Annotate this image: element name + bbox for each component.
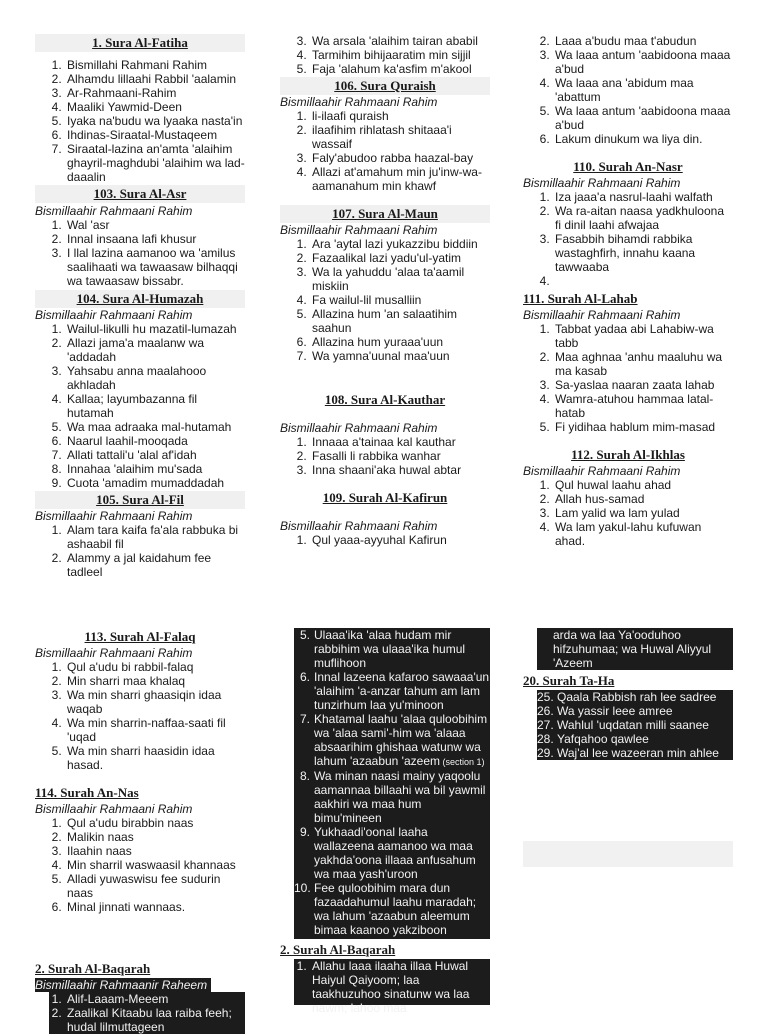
- verse-text: Waj'al lee wazeeran min ahlee: [557, 746, 719, 760]
- verse-number: 6.: [299, 670, 310, 684]
- heading-surah-lahab: 111. Surah Al-Lahab: [523, 291, 638, 306]
- verse-text: Innal lazeena kafaroo sawaaa'un 'alaihim 'a-anzar tahum am lam tunzirhum laa yu'minoon: [314, 670, 490, 712]
- verse-item: 7. Siraatal-lazina an'amta 'alaihim ghayril-maghdubi 'alaihim wa lad-daaalin: [65, 142, 245, 184]
- verses-humazah: [35, 322, 245, 490]
- verse-item: 3. Wa arsala 'alaihim tairan ababil: [310, 34, 490, 48]
- verse-number: 26.: [537, 704, 554, 718]
- verse-number: 29.: [537, 746, 554, 760]
- verses-kauthar: [280, 435, 490, 477]
- verse-item: 2. Innal insaana lafi khusur: [65, 232, 245, 246]
- verses-falaq: [35, 660, 245, 772]
- verse-item: 1. Qul a'udu bi rabbil-falaq: [65, 660, 245, 674]
- verse-item: 3. Faly'abudoo rabba haazal-bay: [310, 151, 490, 165]
- verses-kafirun: [280, 533, 490, 547]
- verse-item: 4. Wamra-atuhou hammaa latal-hatab: [553, 392, 733, 420]
- verse-item: [294, 628, 490, 670]
- bismillah-ikhlas: Bismillaahir Rahmaani Rahim: [523, 464, 681, 478]
- verses-kafirun-continued: [523, 34, 733, 146]
- verse-item: 3. Ar-Rahmaani-Rahim: [65, 86, 245, 100]
- verse-item: 2. Malikin naas: [65, 830, 245, 844]
- bismillah-quraish: Bismillaahir Rahmaani Rahim: [280, 95, 438, 109]
- verse-number: 25.: [537, 690, 554, 704]
- column-3: [523, 34, 733, 548]
- verse-text: Khatamal laahu 'alaa quloobihim wa 'alaa sami'-him wa 'alaaa absaarihim ghishaa watunw wa lahum 'azaabun 'azeem (section 1): [314, 712, 488, 768]
- verse-item: 6. Minal jinnati wannaas.: [65, 900, 245, 914]
- verse-item: 3. Yahsabu anna maalahooo akhladah: [65, 364, 245, 392]
- heading-surah-kafirun: 109. Surah Al-Kafirun: [322, 490, 448, 505]
- verse-item: [294, 670, 490, 712]
- verse-text: Wahlul 'uqdatan milli saanee: [557, 718, 709, 732]
- verse-item: 3. Inna shaani'aka huwal abtar: [310, 463, 490, 477]
- verse-item: 3. Ilaahin naas: [65, 844, 245, 858]
- bismillah-fil: Bismillaahir Rahmaani Rahim: [35, 509, 193, 523]
- taha-verses-block: [537, 690, 733, 760]
- heading-surah-ikhlas: 112. Surah Al-Ikhlas: [571, 447, 685, 462]
- verses-lahab: [523, 322, 733, 434]
- verse-item: 6. Lakum dinukum wa liya din.: [553, 132, 733, 146]
- verse-item: 2. ilaafihim rihlatash shitaaa'i wassaif: [310, 123, 490, 151]
- verse-item: 1. Wal 'asr: [65, 218, 245, 232]
- verses-fil: [35, 523, 245, 579]
- verse-number: 9.: [299, 825, 310, 839]
- verse-item: 2. Fasalli li rabbika wanhar: [310, 449, 490, 463]
- verses-maun: [280, 237, 490, 363]
- verse-item: 3. Fasabbih bihamdi rabbika wastaghfirh, innahu kaana tawwaaba: [553, 232, 733, 274]
- verses-fatiha: [35, 58, 245, 184]
- heading-surah-nas: 114. Surah An-Nas: [35, 785, 139, 800]
- verse-item: 2. Allazi jama'a maalanw wa 'addadah: [65, 336, 245, 364]
- verse-item: 2. Allah hus-samad: [553, 492, 733, 506]
- bismillah-kauthar: Bismillaahir Rahmaani Rahim: [280, 421, 438, 435]
- verses-ayatul-kursi: [294, 959, 490, 1015]
- bismillah-humazah: Bismillaahir Rahmaani Rahim: [35, 308, 193, 322]
- verse-item: 3. Lam yalid wa lam yulad: [553, 506, 733, 520]
- verses-quraish: [280, 109, 490, 193]
- verse-item: [537, 746, 733, 760]
- verse-item: 1. Alam tara kaifa fa'ala rabbuka bi ashaabil fil: [65, 523, 245, 551]
- verse-item: 8. Innahaa 'alaihim mu'sada: [65, 462, 245, 476]
- verse-text: Fee quloobihim mara dun fazaadahumul laahu maradah; wa lahum 'azaabun aleemum bimaa kaanoo yakziboon: [314, 881, 477, 937]
- baqarah-verses-block: [294, 628, 490, 939]
- verse-item: 6. Allazina hum yuraaa'uun: [310, 335, 490, 349]
- verse-item: 2. Alhamdu lillaahi Rabbil 'aalamin: [65, 72, 245, 86]
- verse-item: 1. Alif-Laaam-Meeem: [65, 992, 245, 1006]
- verse-item: 4. Maaliki Yawmid-Deen: [65, 100, 245, 114]
- verse-item: 5. Fi yidihaa hablum mim-masad: [553, 420, 733, 434]
- bismillah-lahab: Bismillaahir Rahmaani Rahim: [523, 308, 681, 322]
- verse-item: 1. Iza jaaa'a nasrul-laahi walfath: [553, 190, 733, 204]
- heading-sura-humazah: 104. Sura Al-Humazah: [35, 290, 245, 308]
- verse-item: 6. Naarul laahil-mooqada: [65, 434, 245, 448]
- verse-text: Wa minan naasi mainy yaqoolu aamannaa billaahi wa bil yawmil aakhiri wa maa hum bimu'mineen: [314, 769, 486, 825]
- verse-item: 2. Alammy a jal kaidahum fee tadleel: [65, 551, 245, 579]
- heading-sura-fil: 105. Sura Al-Fil: [35, 491, 245, 509]
- heading-sura-maun: 107. Sura Al-Maun: [280, 205, 490, 223]
- verse-item: 4. Allazi at'amahum min ju'inw-wa-aamanahum min khawf: [310, 165, 490, 193]
- heading-surah-nasr: 110. Surah An-Nasr: [573, 159, 683, 174]
- heading-surah-baqarah-2: 2. Surah Al-Baqarah: [280, 942, 396, 957]
- verse-item: 4. Kallaa; layumbazanna fil hutamah: [65, 392, 245, 420]
- verse-item: 1. Qul a'udu birabbin naas: [65, 816, 245, 830]
- bismillah-nasr: Bismillaahir Rahmaani Rahim: [523, 176, 681, 190]
- verse-number: 10.: [294, 881, 311, 895]
- verse-item: 7. Wa yamna'uunal maa'uun: [310, 349, 490, 363]
- taha-verse-list: [537, 690, 733, 760]
- verse-item: [294, 881, 490, 937]
- verse-item: 1. li-ilaafi quraish: [310, 109, 490, 123]
- verse-item: [537, 690, 733, 704]
- verse-item: 6. Ihdinas-Siraatal-Mustaqeem: [65, 128, 245, 142]
- verse-item: 4. Fa wailul-lil musalliin: [310, 293, 490, 307]
- verse-item: 1. Qul huwal laahu ahad: [553, 478, 733, 492]
- verse-item: 4. Wa lam yakul-lahu kufuwan ahad.: [553, 520, 733, 548]
- verse-item: 1. Innaaa a'tainaa kal kauthar: [310, 435, 490, 449]
- baqarah-verse-list: [294, 628, 490, 937]
- verse-item: 1. Wailul-likulli hu mazatil-lumazah: [65, 322, 245, 336]
- heading-surah-baqarah: 2. Surah Al-Baqarah: [35, 961, 151, 976]
- column-6: [523, 628, 733, 760]
- column-5: [280, 628, 490, 1015]
- verse-item: 2. Laaa a'budu maa t'abudun: [553, 34, 733, 48]
- verse-text: Yafqahoo qawlee: [557, 732, 649, 746]
- verse-item: 1. Allahu laaa ilaaha illaa Huwal Haiyul Qaiyoom; laa taakhuzuhoo sinatunw wa laa nawm; lahoo maa: [310, 959, 490, 1015]
- verse-text: Yukhaadi'oonal laaha wallazeena aamanoo wa maa yakhda'oona illaaa anfusahum wa maa yash'uroon: [314, 825, 476, 881]
- bismillah-nas: Bismillaahir Rahmaani Rahim: [35, 802, 193, 816]
- bismillah-maun: Bismillaahir Rahmaani Rahim: [280, 223, 438, 237]
- verse-item: 5. Iyaka na'budu wa lyaaka nasta'in: [65, 114, 245, 128]
- heading-sura-asr: 103. Sura Al-Asr: [35, 185, 245, 203]
- verse-number: 8.: [299, 769, 310, 783]
- bismillah-baqarah: Bismillaahir Rahmaanir Raheem: [35, 978, 211, 992]
- verse-item: [537, 704, 733, 718]
- verse-item: [553, 274, 733, 288]
- verses-ikhlas: [523, 478, 733, 548]
- verse-text: Qaala Rabbish rah lee sadree: [557, 690, 717, 704]
- verse-item: [294, 825, 490, 881]
- verse-item: 4. Wa laaa ana 'abidum maa 'abattum: [553, 76, 733, 104]
- column-1: [35, 34, 245, 579]
- verse-item: 2. Zaalikal Kitaabu laa raiba feeh; hudal lilmuttageen: [65, 1006, 245, 1034]
- verses-fil-continued: [280, 34, 490, 76]
- verse-item: 7. Allati tattali'u 'alal af'idah: [65, 448, 245, 462]
- verse-item: 2. Min sharri maa khalaq: [65, 674, 245, 688]
- verse-text: Wa yassir leee amree: [557, 704, 673, 718]
- verse-item: 2. Maa aghnaa 'anhu maaluhu wa ma kasab: [553, 350, 733, 378]
- heading-surah-falaq: 113. Surah Al-Falaq: [84, 629, 196, 644]
- verse-item: 1. Ara 'aytal lazi yukazzibu biddiin: [310, 237, 490, 251]
- verse-item: 3. Wa min sharri ghaasiqin idaa waqab: [65, 688, 245, 716]
- ayatul-kursi-continued: arda wa laa Ya'ooduhoo hifzuhumaa; wa Huwal Aliyyul 'Azeem: [537, 628, 733, 670]
- column-4: [35, 628, 245, 1034]
- verse-item: 4. Wa min sharrin-naffaa-saati fil 'uqad: [65, 716, 245, 744]
- verse-item: 2. Wa ra-aitan naasa yadkhuloona fi dinil laahi afwajaa: [553, 204, 733, 232]
- gray-box: [523, 841, 733, 867]
- heading-surah-taha: 20. Surah Ta-Ha: [523, 673, 615, 688]
- verse-item: 3. Wa la yahuddu 'alaa ta'aamil miskiin: [310, 265, 490, 293]
- verses-baqarah: [49, 992, 245, 1034]
- verse-item: 9. Cuota 'amadim mumaddadah: [65, 476, 245, 490]
- verse-item: [294, 712, 490, 769]
- verse-item: [537, 732, 733, 746]
- bismillah-kafirun: Bismillaahir Rahmaani Rahim: [280, 519, 438, 533]
- verse-item: 5. Faja 'alahum ka'asfim m'akool: [310, 62, 490, 76]
- verses-nasr: [523, 190, 733, 288]
- column-2: [280, 34, 490, 547]
- verse-item: 5. Wa laaa antum 'aabidoona maaa a'bud: [553, 104, 733, 132]
- verse-item: 1. Tabbat yadaa abi Lahabiw-wa tabb: [553, 322, 733, 350]
- verse-item: 5. Allazina hum 'an salaatihim saahun: [310, 307, 490, 335]
- verse-number: 5.: [299, 628, 310, 642]
- verse-item: 5. Wa min sharri haasidin idaa hasad.: [65, 744, 245, 772]
- verse-item: 3. Wa laaa antum 'aabidoona maaa a'bud: [553, 48, 733, 76]
- heading-sura-kauthar: 108. Sura Al-Kauthar: [324, 392, 446, 407]
- verse-item: [537, 718, 733, 732]
- bismillah-asr: Bismillaahir Rahmaani Rahim: [35, 204, 193, 218]
- verse-item: 5. Alladi yuwaswisu fee sudurin naas: [65, 872, 245, 900]
- verse-item: 1. Qul yaaa-ayyuhal Kafirun: [310, 533, 490, 547]
- heading-sura-fatiha: 1. Sura Al-Fatiha: [35, 34, 245, 52]
- verse-item: 4. Tarmihim bihijaaratim min sijjil: [310, 48, 490, 62]
- verse-note: (section 1): [440, 757, 485, 767]
- verse-item: 4. Min sharril waswaasil khannaas: [65, 858, 245, 872]
- verse-item: 1. Bismillahi Rahmani Rahim: [65, 58, 245, 72]
- verse-item: 2. Fazaalikal lazi yadu'ul-yatim: [310, 251, 490, 265]
- verse-number: 7.: [299, 712, 310, 726]
- verse-item: 3. I llal lazina aamanoo wa 'amilus saalihaati wa tawaasaw bilhaqqi wa tawaasaw bissabr.: [65, 246, 245, 288]
- heading-sura-quraish: 106. Sura Quraish: [280, 77, 490, 95]
- verse-number: 27.: [537, 718, 554, 732]
- verse-text: Ulaaa'ika 'alaa hudam mir rabbihim wa ulaaa'ika humul muflihoon: [314, 628, 466, 670]
- verse-item: [294, 769, 490, 825]
- verses-asr: [35, 218, 245, 288]
- bismillah-falaq: Bismillaahir Rahmaani Rahim: [35, 646, 193, 660]
- verse-item: 3. Sa-yaslaa naaran zaata lahab: [553, 378, 733, 392]
- verse-number: 28.: [537, 732, 554, 746]
- verses-nas: [35, 816, 245, 914]
- verse-item: 5. Wa maa adraaka mal-hutamah: [65, 420, 245, 434]
